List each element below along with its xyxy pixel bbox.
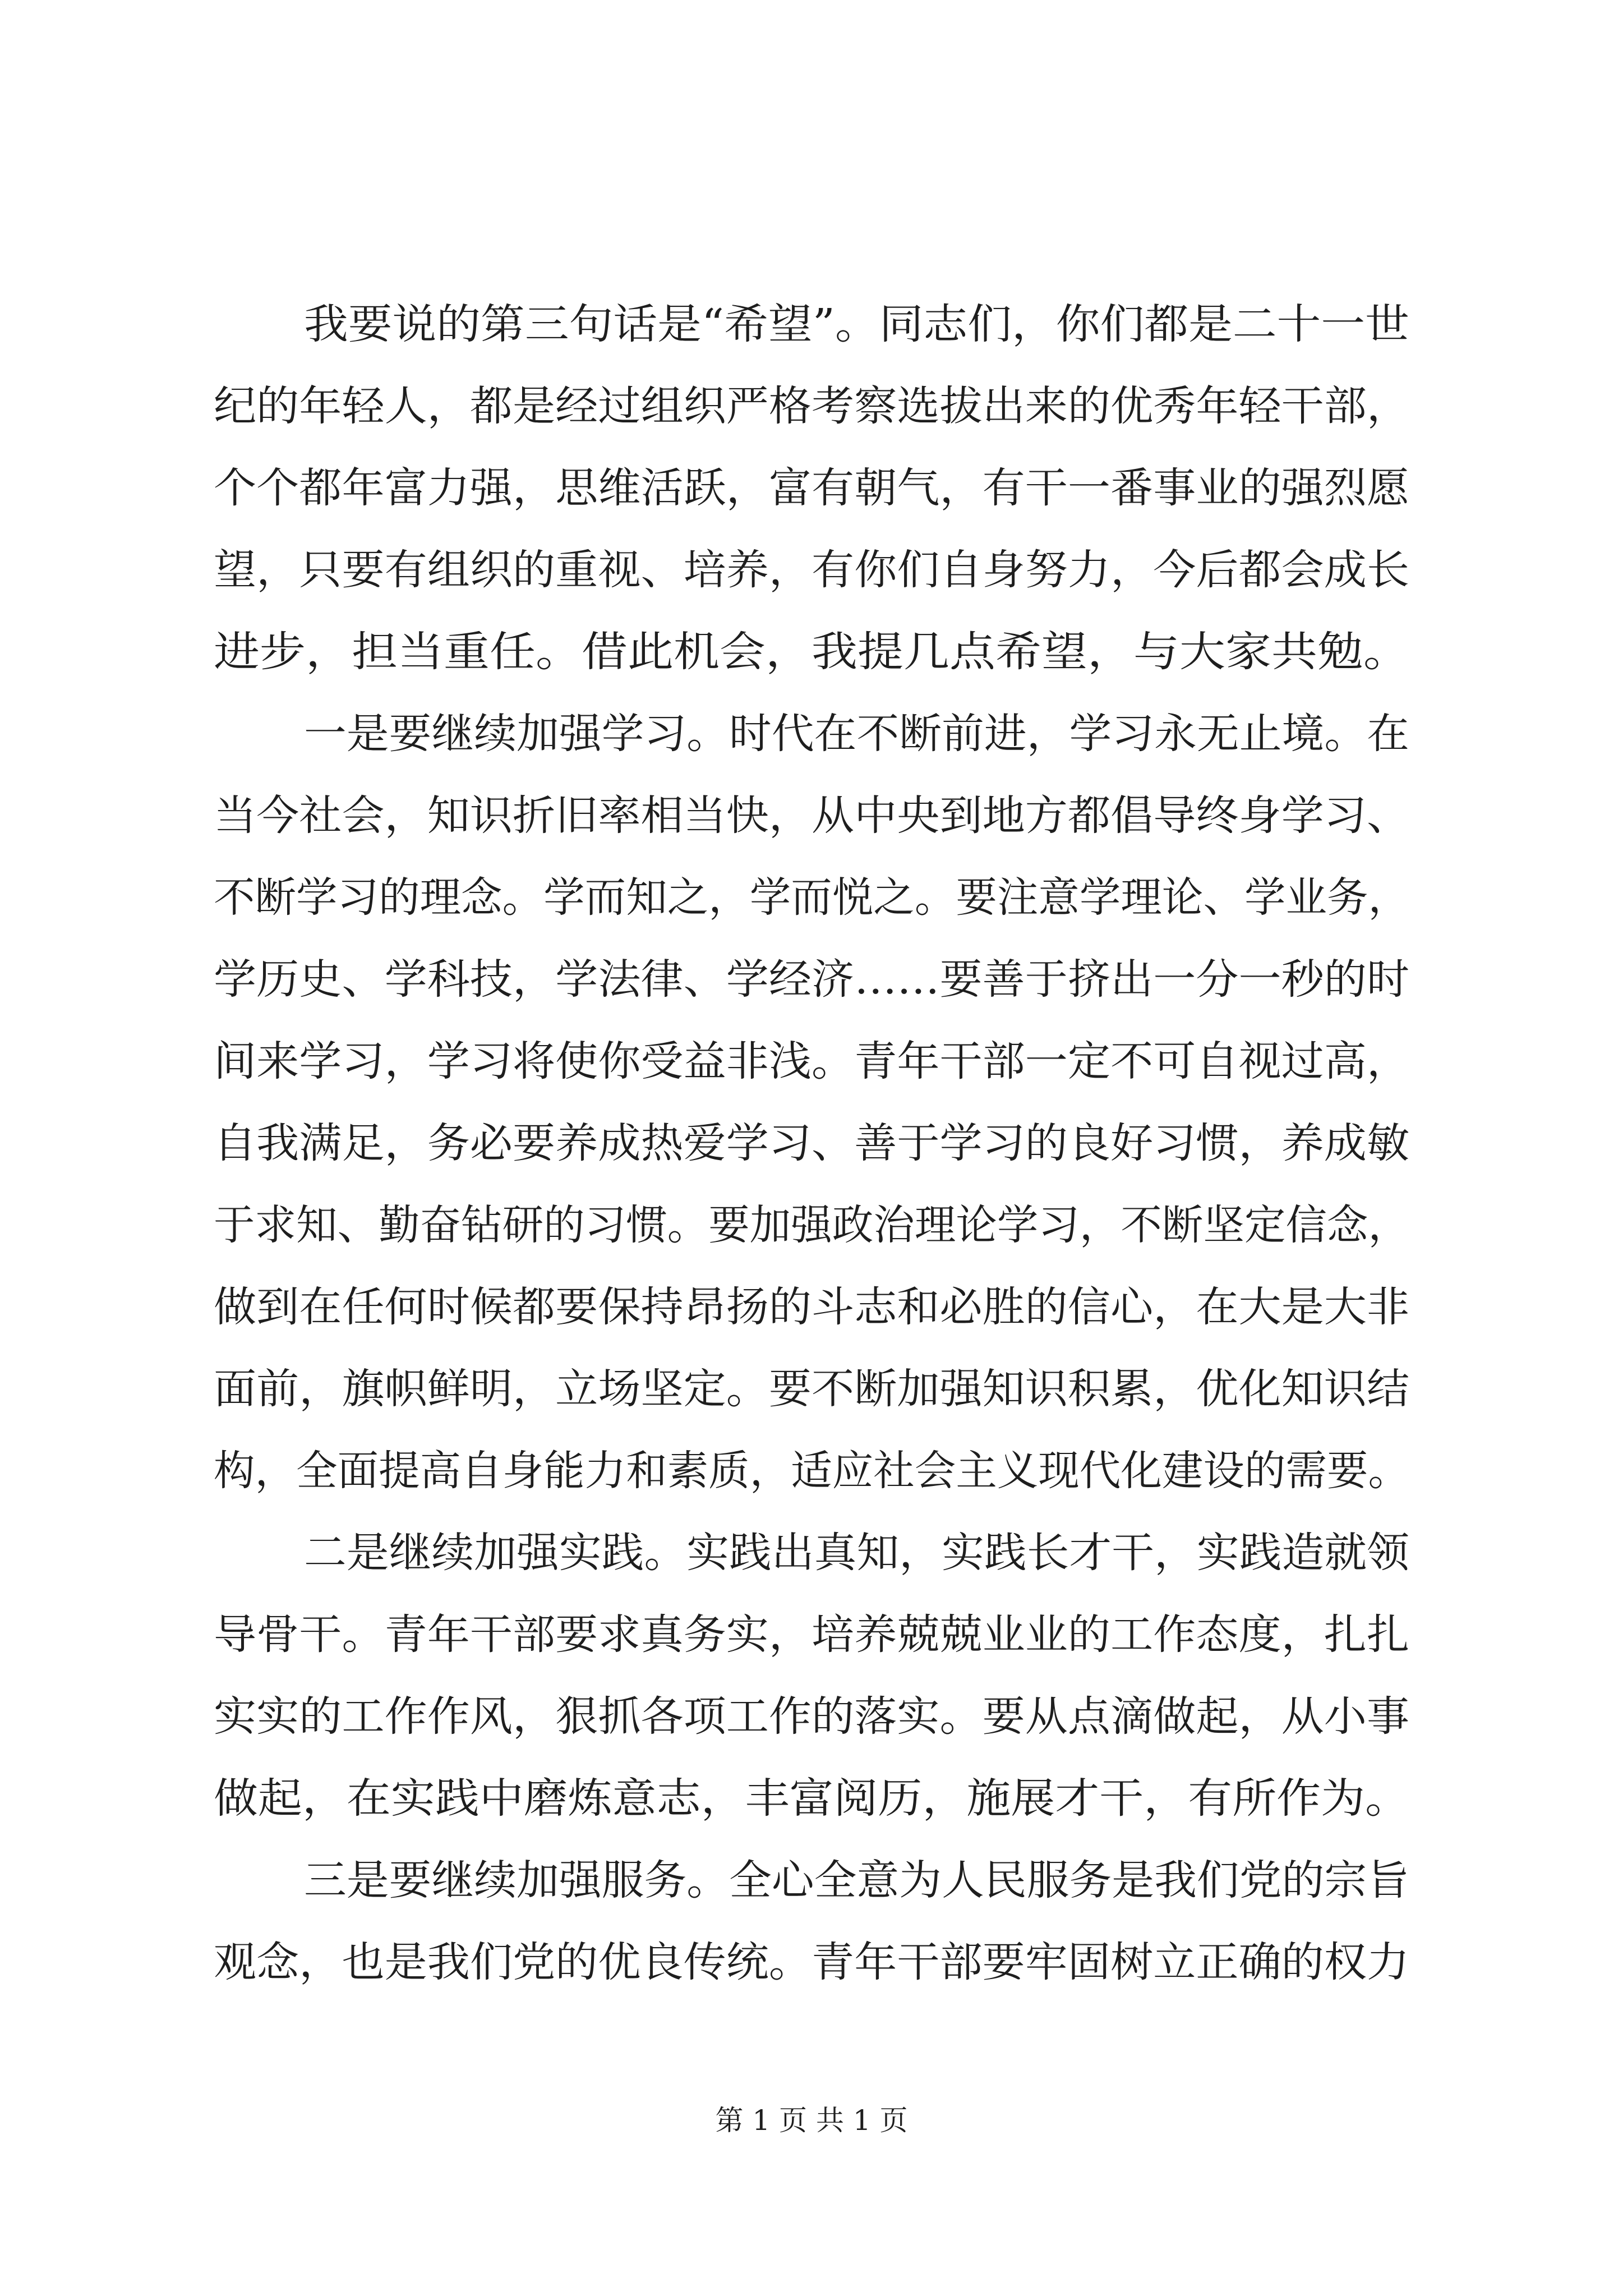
- text-line: 实实的工作作风，狠抓各项工作的落实。要从点滴做起，从小事: [214, 1692, 1410, 1741]
- text-line: 面前，旗帜鲜明，立场坚定。要不断加强知识积累，优化知识结: [214, 1365, 1410, 1413]
- text-line: 当今社会，知识折旧率相当快，从中央到地方都倡导终身学习、: [214, 792, 1410, 840]
- text-line: 望，只要有组织的重视、培养，有你们自身努力，今后都会成长: [214, 546, 1410, 594]
- text-line: 学历史、学科技，学法律、学经济……要善于挤出一分一秒的时: [214, 955, 1410, 1004]
- text-line: 纪的年轻人，都是经过组织严格考察选拔出来的优秀年轻干部，: [214, 382, 1410, 430]
- page-number-label: 第 1 页 共 1 页: [715, 2104, 908, 2137]
- text-line: 间来学习，学习将使你受益非浅。青年干部一定不可自视过高，: [214, 1037, 1410, 1085]
- text-line: 个个都年富力强，思维活跃，富有朝气，有干一番事业的强烈愿: [214, 464, 1410, 512]
- text-line: 二是继续加强实践。实践出真知，实践长才干，实践造就领: [304, 1529, 1409, 1577]
- text-line: 观念，也是我们党的优良传统。青年干部要牢固树立正确的权力: [214, 1938, 1410, 1986]
- text-line: 我要说的第三句话是“希望”。同志们，你们都是二十一世: [304, 300, 1409, 348]
- page-footer: [0, 2095, 1623, 2146]
- text-line: 不断学习的理念。学而知之，学而悦之。要注意学理论、学业务，: [214, 873, 1410, 922]
- text-line: 构，全面提高自身能力和素质，适应社会主义现代化建设的需要。: [214, 1447, 1410, 1495]
- text-line: 三是要继续加强服务。全心全意为人民服务是我们党的宗旨: [304, 1856, 1409, 1904]
- text-line: 于求知、勤奋钻研的习惯。要加强政治理论学习，不断坚定信念，: [214, 1201, 1410, 1249]
- text-line: 进步，担当重任。借此机会，我提几点希望，与大家共勉。: [214, 628, 1409, 676]
- text-line: 自我满足，务必要养成热爱学习、善于学习的良好习惯，养成敏: [214, 1119, 1410, 1167]
- text-line: 做起，在实践中磨炼意志，丰富阅历，施展才干，有所作为。: [214, 1774, 1410, 1823]
- text-line: 一是要继续加强学习。时代在不断前进，学习永无止境。在: [304, 710, 1409, 758]
- text-line: 导骨干。青年干部要求真务实，培养兢兢业业的工作态度，扎扎: [214, 1611, 1410, 1659]
- text-line: 做到在任何时候都要保持昂扬的斗志和必胜的信心，在大是大非: [214, 1283, 1410, 1331]
